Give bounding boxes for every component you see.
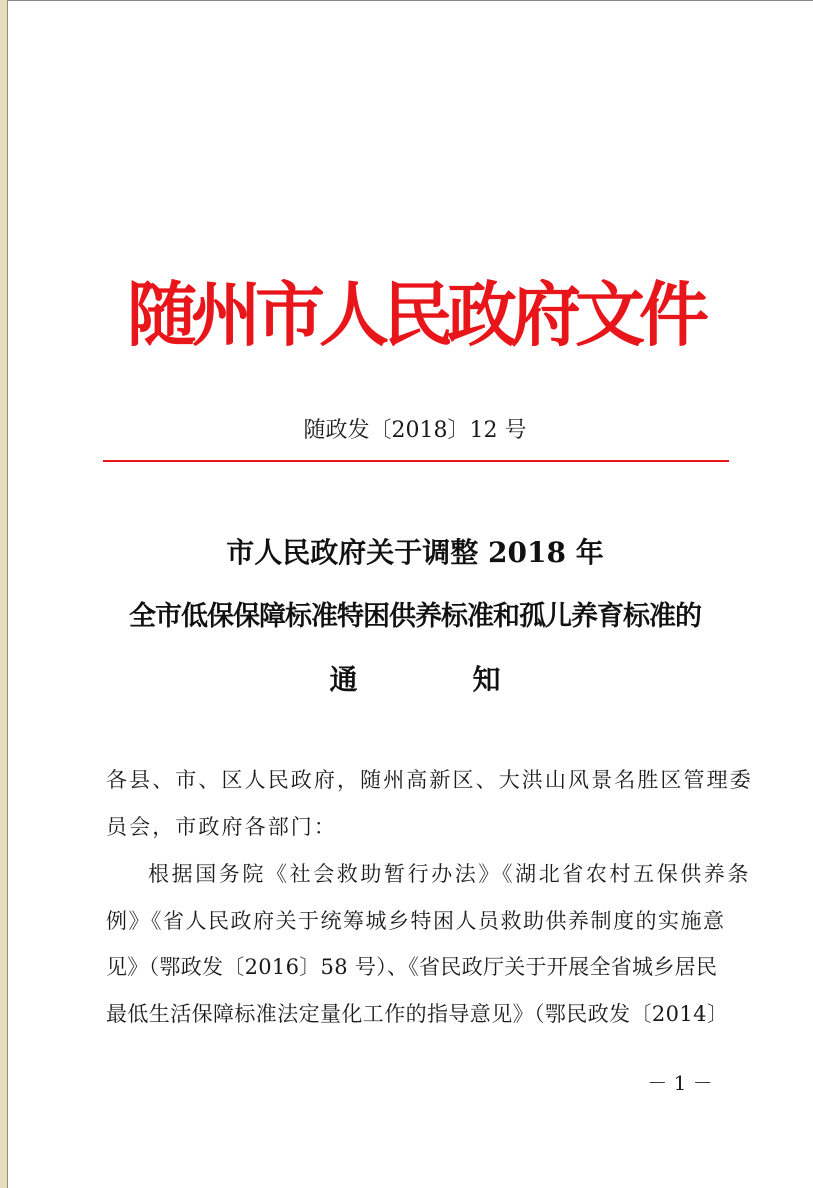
subject-line-1: 市人民政府关于调整 2018 年 (226, 536, 604, 569)
subject-word-tong: 通 (329, 663, 358, 696)
header-red-divider (103, 460, 729, 462)
subject-line-3 (90, 660, 740, 700)
body-line-1: 各县、市、区人民政府，随州高新区、大洪山风景名胜区管理委 (106, 768, 753, 792)
body-line-2: 员会，市政府各部门： (106, 815, 337, 839)
page-number: － 1 － (647, 1071, 713, 1095)
subject-line-2: 全市低保保障标准特困供养标准和孤儿养育标准的 (129, 601, 701, 632)
window-left-border (0, 0, 8, 1188)
document-number: 随政发〔2018〕12 号 (303, 418, 527, 443)
body-line-3: 根据国务院《社会救助暂行办法》《湖北省农村五保供养条 (148, 862, 752, 886)
subject-word-zhi: 知 (472, 663, 501, 696)
body-line-5: 见》（鄂政发〔2016〕58 号）、《省民政厅关于开展全省城乡居民 (106, 955, 718, 979)
window-top-border (7, 0, 813, 1)
body-line-4: 例》《省人民政府关于统筹城乡特困人员救助供养制度的实施意 (106, 909, 726, 933)
body-line-6: 最低生活保障标准法定量化工作的指导意见》（鄂民政发〔2014〕 (106, 1002, 729, 1026)
document-header-title: 随州市人民政府文件 (127, 273, 703, 356)
